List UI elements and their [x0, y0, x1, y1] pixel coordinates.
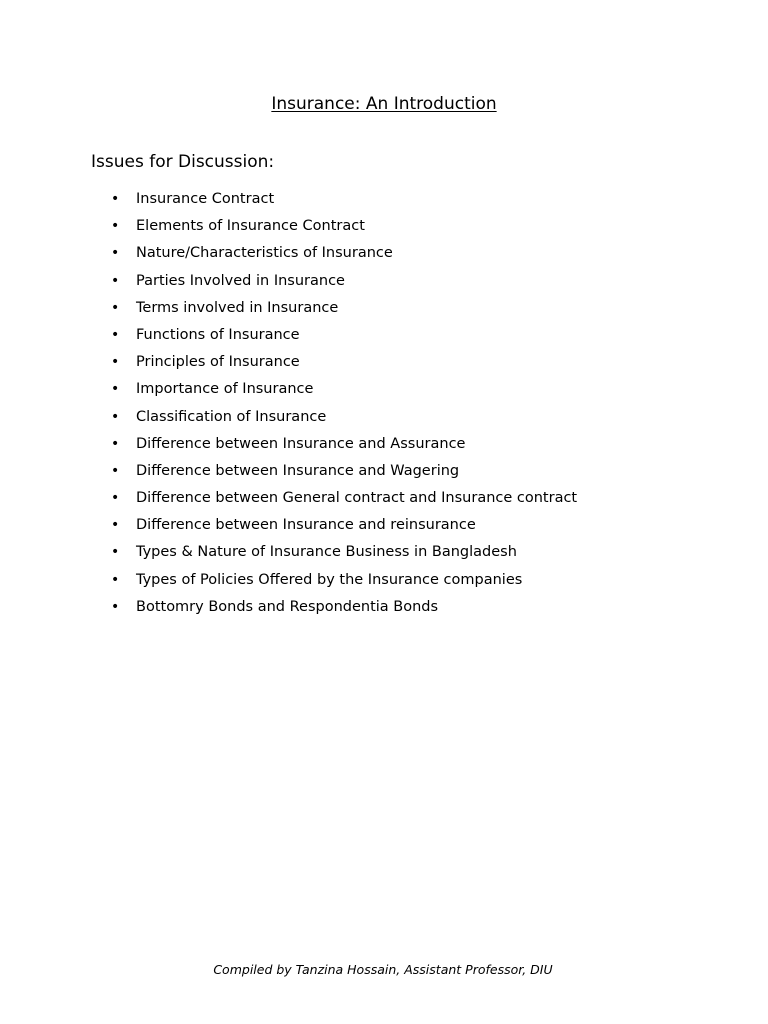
- list-item-text: Parties Involved in Insurance: [136, 272, 345, 289]
- bullet-icon: •: [111, 490, 120, 507]
- bullet-icon: •: [111, 462, 120, 479]
- list-item-text: Nature/Characteristics of Insurance: [136, 245, 393, 262]
- bullet-icon: •: [111, 354, 120, 371]
- bullet-icon: •: [111, 299, 120, 316]
- bullet-icon: •: [111, 435, 120, 452]
- list-item-text: Difference between General contract and Insurance contract: [136, 490, 578, 507]
- bullet-icon: •: [111, 245, 120, 262]
- list-item-text: Difference between Insurance and Wagering: [136, 462, 460, 479]
- document-title: Insurance: An Introduction: [271, 94, 497, 114]
- list-item-text: Functions of Insurance: [136, 326, 300, 343]
- bullet-icon: •: [111, 272, 120, 289]
- bullet-icon: •: [111, 381, 120, 398]
- list-item-text: Types of Policies Offered by the Insurance companies: [136, 571, 523, 588]
- bullet-icon: •: [111, 218, 120, 235]
- list-item-text: Elements of Insurance Contract: [136, 218, 365, 235]
- bullet-icon: •: [111, 598, 120, 615]
- list-item-text: Bottomry Bonds and Respondentia Bonds: [136, 598, 439, 615]
- list-item-text: Insurance Contract: [136, 191, 275, 207]
- list-item-text: Difference between Insurance and reinsurance: [136, 517, 476, 534]
- bullet-icon: •: [111, 191, 120, 207]
- bullet-icon: •: [111, 544, 120, 561]
- list-item-text: Difference between Insurance and Assurance: [136, 435, 466, 452]
- bullet-icon: •: [111, 517, 120, 534]
- list-item-text: Types & Nature of Insurance Business in Bangladesh: [136, 544, 517, 561]
- list-item-text: Principles of Insurance: [136, 354, 300, 371]
- list-item-text: Importance of Insurance: [136, 381, 314, 398]
- bullet-icon: •: [111, 326, 120, 343]
- section-heading: Issues for Discussion:: [91, 152, 275, 172]
- bullet-icon: •: [111, 408, 120, 425]
- bullet-icon: •: [111, 571, 120, 588]
- list-item-text: Terms involved in Insurance: [136, 299, 339, 316]
- page-footer: Compiled by Tanzina Hossain, Assistant Professor, DIU: [213, 962, 553, 977]
- list-item-text: Classification of Insurance: [136, 408, 327, 425]
